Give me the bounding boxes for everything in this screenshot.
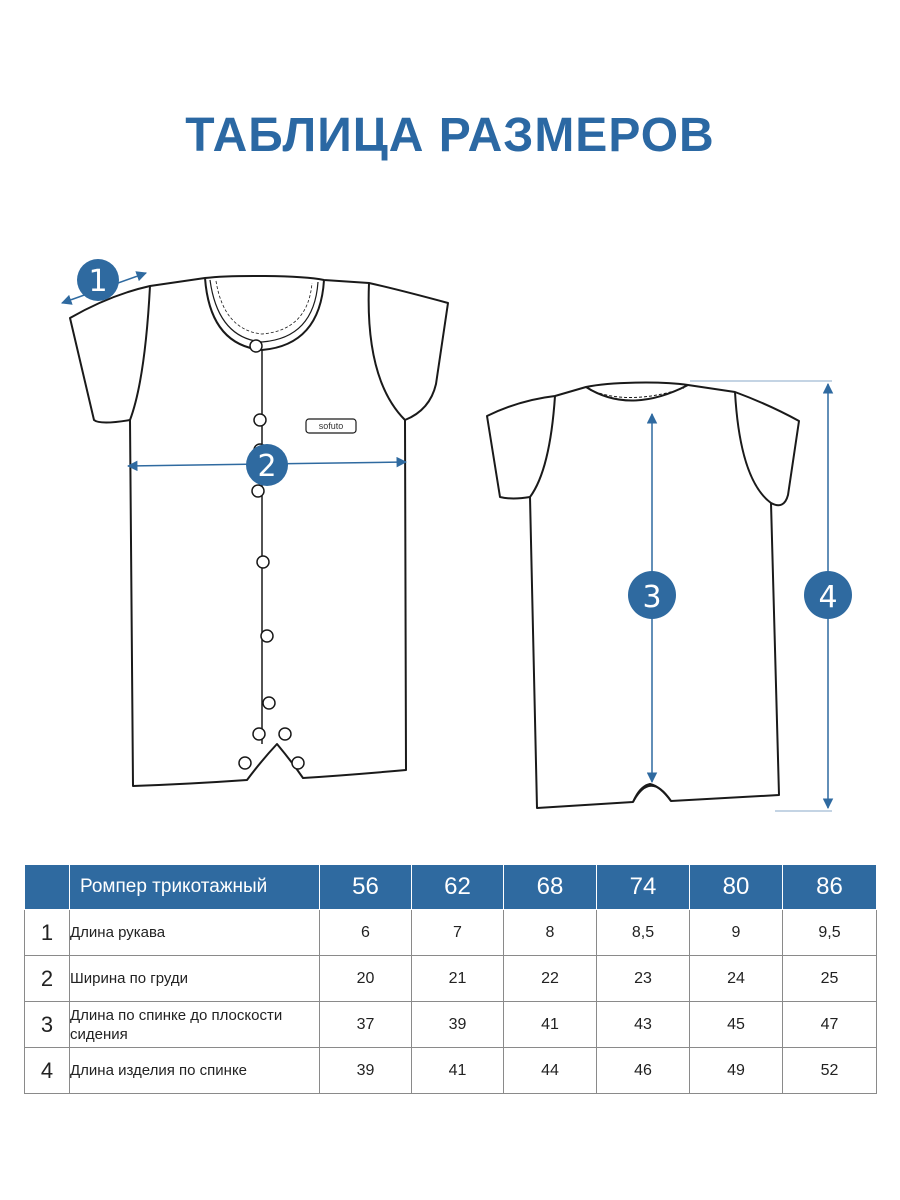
row-number: 2: [25, 956, 70, 1002]
header-product-name: Ромпер трикотажный: [70, 865, 320, 910]
row-measurement: Длина по спинке до плоскости сидения: [70, 1002, 320, 1048]
cell-value: 7: [412, 910, 504, 956]
row-measurement: Длина рукава: [70, 910, 320, 956]
table-header-row: [25, 865, 877, 910]
header-size: 74: [597, 865, 690, 910]
cell-value: 9,5: [783, 910, 877, 956]
cell-value: 20: [320, 956, 412, 1002]
cell-value: 44: [504, 1048, 597, 1094]
cell-value: 43: [597, 1002, 690, 1048]
cell-value: 24: [690, 956, 783, 1002]
cell-value: 41: [504, 1002, 597, 1048]
marker-1: [77, 259, 119, 301]
cell-value: 41: [412, 1048, 504, 1094]
svg-text:3: 3: [642, 580, 662, 615]
cell-value: 8: [504, 910, 597, 956]
row-number: 4: [25, 1048, 70, 1094]
cell-value: 52: [783, 1048, 877, 1094]
header-size: 62: [412, 865, 504, 910]
cell-value: 8,5: [597, 910, 690, 956]
svg-text:2: 2: [257, 449, 277, 484]
cell-value: 22: [504, 956, 597, 1002]
header-size: 86: [783, 865, 877, 910]
header-size: 68: [504, 865, 597, 910]
marker-2: [246, 444, 288, 486]
marker-4: [804, 571, 852, 619]
row-measurement: Ширина по груди: [70, 956, 320, 1002]
header-corner: [25, 865, 70, 910]
row-measurement: Длина изделия по спинке: [70, 1048, 320, 1094]
row-number: 1: [25, 910, 70, 956]
page-title: ТАБЛИЦА РАЗМЕРОВ: [185, 109, 715, 162]
table-row: [25, 910, 877, 956]
table-row: [25, 956, 877, 1002]
table-row: [25, 1002, 877, 1048]
cell-value: 23: [597, 956, 690, 1002]
cell-value: 49: [690, 1048, 783, 1094]
cell-value: 45: [690, 1002, 783, 1048]
row-number: 3: [25, 1002, 70, 1048]
header-size: 56: [320, 865, 412, 910]
cell-value: 37: [320, 1002, 412, 1048]
svg-text:4: 4: [818, 580, 838, 615]
marker-3: [628, 571, 676, 619]
cell-value: 39: [320, 1048, 412, 1094]
cell-value: 6: [320, 910, 412, 956]
cell-value: 25: [783, 956, 877, 1002]
romper-front: [70, 276, 448, 786]
cell-value: 21: [412, 956, 504, 1002]
cell-value: 46: [597, 1048, 690, 1094]
garment-label: sofuto: [318, 421, 344, 431]
table-row: [25, 1048, 877, 1094]
cell-value: 39: [412, 1002, 504, 1048]
cell-value: 47: [783, 1002, 877, 1048]
cell-value: 9: [690, 910, 783, 956]
size-table: [24, 864, 877, 1094]
svg-text:1: 1: [88, 264, 108, 299]
header-size: 80: [690, 865, 783, 910]
